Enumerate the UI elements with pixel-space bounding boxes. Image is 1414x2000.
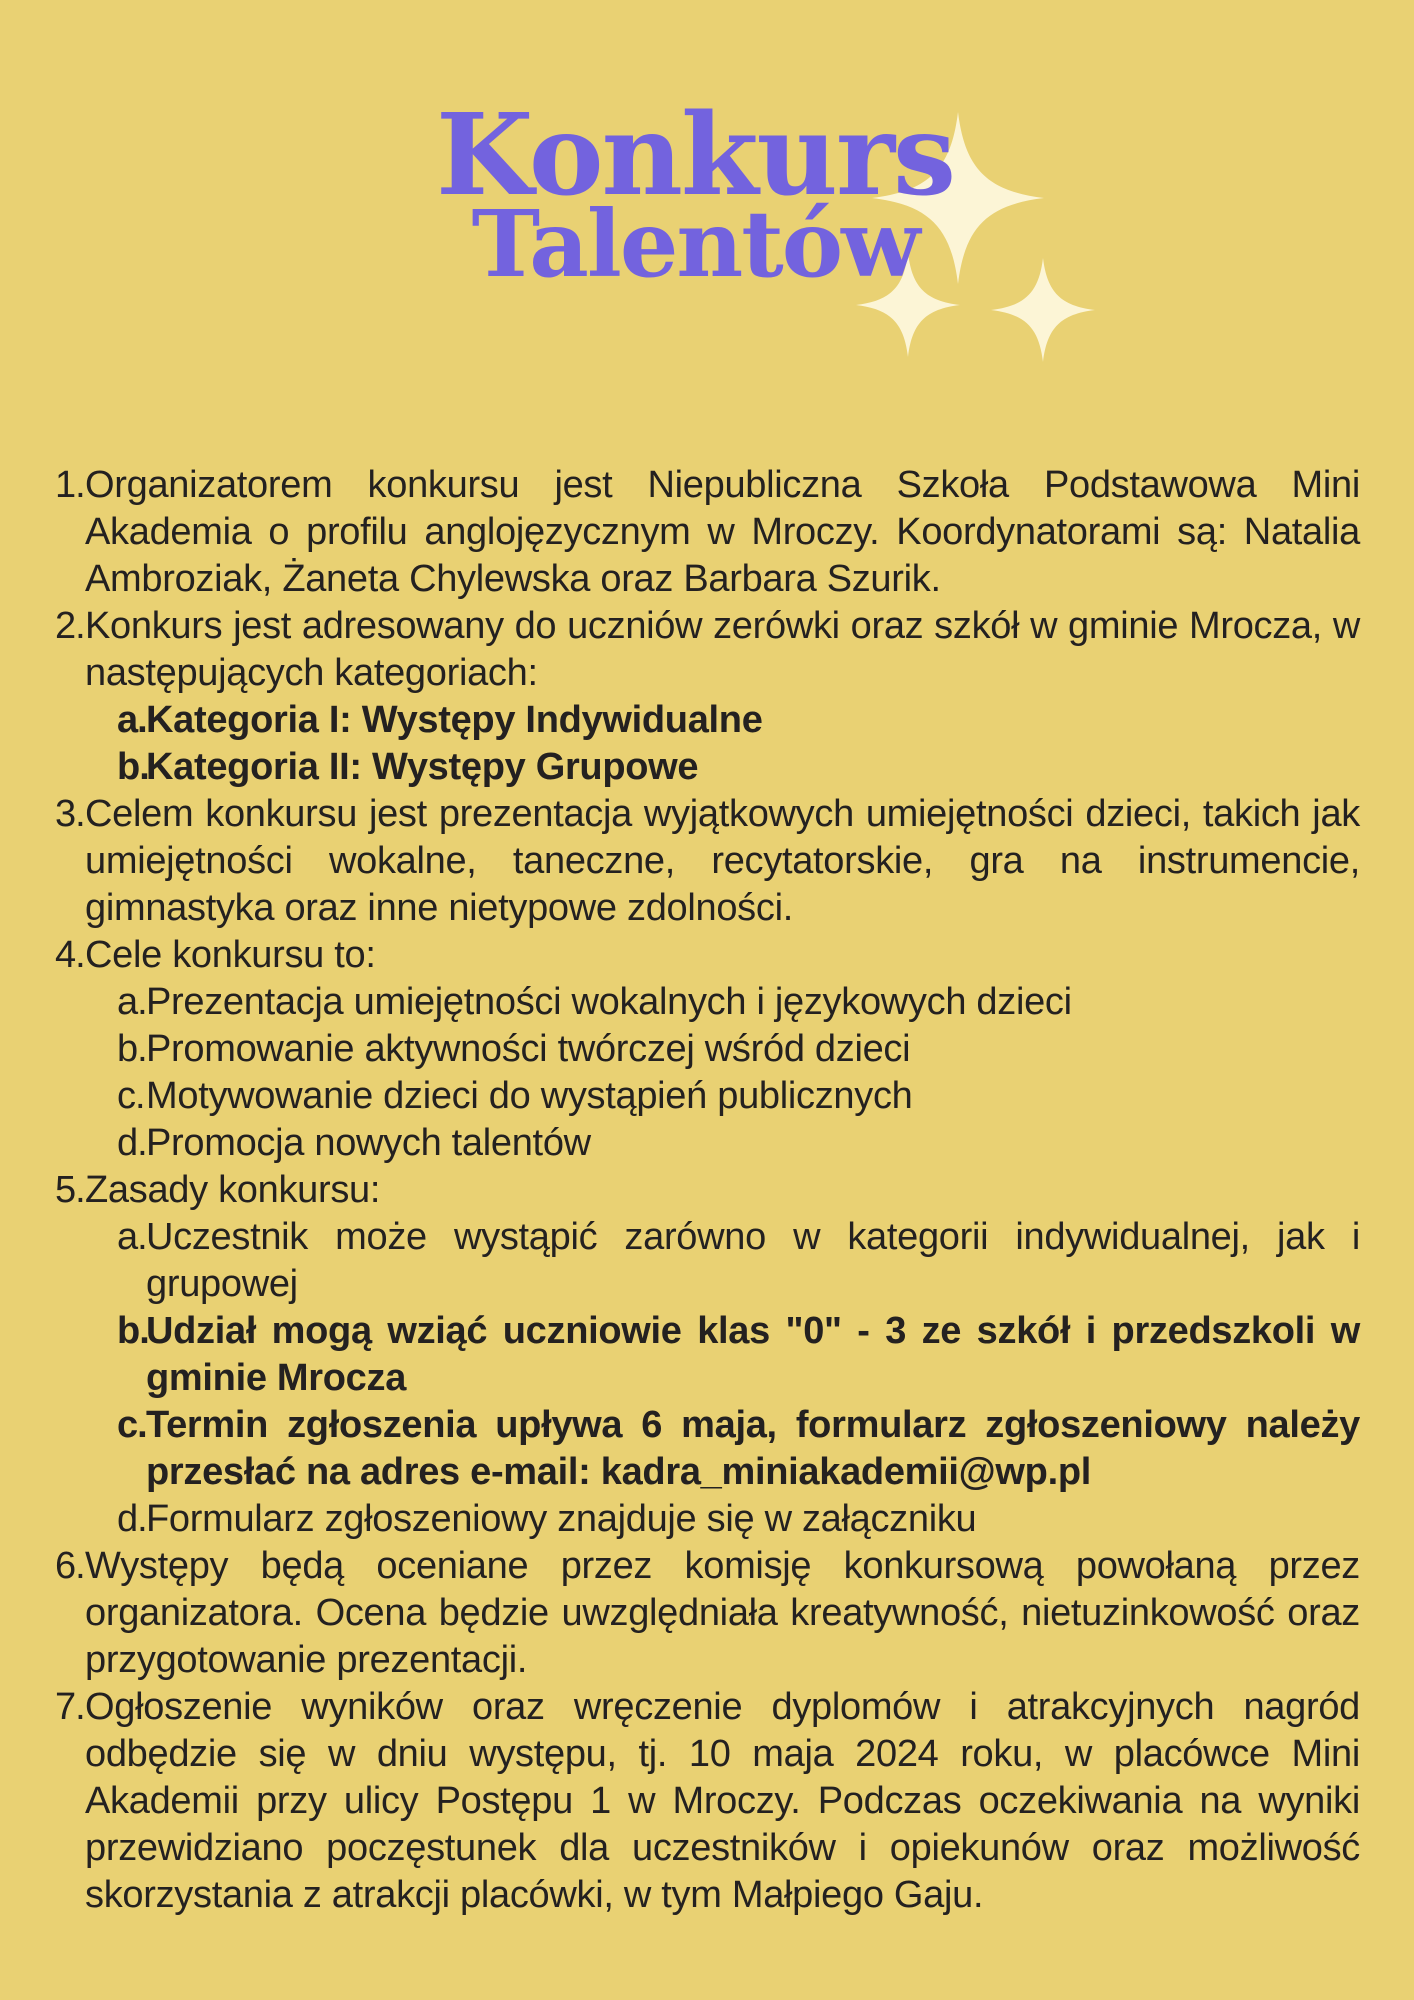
rule-item-4	[55, 932, 1360, 1167]
rule-subitem-label: b.	[117, 1310, 149, 1352]
rules-section	[55, 462, 1360, 1919]
rule-item-5	[55, 1167, 1360, 1543]
rule-text: Ogłoszenie wyników oraz wręczenie dyplomów i atrakcyjnych nagród odbędzie się w dniu występu, tj. 10 maja 2024 roku, w placówce Mini Akademii przy ulicy Postępu 1 w Mroczy. Podczas oczekiwania na wyniki przewidziano poczęstunek dla uczestników i opiekunów oraz możliwość skorzystania z atrakcji placówki, w tym Małpiego Gaju.	[85, 1686, 1360, 1916]
rule-subitem-5c	[117, 1402, 1360, 1496]
rule-item-6	[55, 1543, 1360, 1684]
rule-text: Cele konkursu to:	[85, 934, 376, 976]
rule-number: 5.	[55, 1169, 85, 1211]
rule-subitem-text: Motywowanie dzieci do wystąpień publicznych	[146, 1075, 913, 1117]
rule-subitem-text: Formularz zgłoszeniowy znajduje się w załączniku	[146, 1498, 977, 1540]
rule-5-sublist	[117, 1214, 1360, 1543]
rule-text: Organizatorem konkursu jest Niepubliczna Szkoła Podstawowa Mini Akademia o profilu anglojęzycznym w Mroczy. Koordynatorami są: Natalia Ambroziak, Żaneta Chylewska oraz Barbara Szurik.	[85, 464, 1360, 600]
rule-subitem-2a	[117, 697, 1360, 744]
rule-subitem-label: a.	[117, 699, 147, 741]
rule-subitem-text: Uczestnik może wystąpić zarówno w kategorii indywidualnej, jak i grupowej	[146, 1216, 1360, 1305]
rule-2-sublist	[117, 697, 1360, 791]
rule-number: 4.	[55, 934, 85, 976]
rule-text: Konkurs jest adresowany do uczniów zerówki oraz szkół w gminie Mrocza, w następujących kategoriach:	[85, 605, 1360, 694]
rule-item-2	[55, 603, 1360, 791]
rule-subitem-5d	[117, 1496, 1360, 1543]
rules-list	[55, 462, 1360, 1919]
rule-subitem-5a	[117, 1214, 1360, 1308]
rule-subitem-label: c.	[117, 1404, 147, 1446]
rule-subitem-text: Kategoria I: Występy Indywidualne	[146, 699, 763, 741]
rule-subitem-label: d.	[117, 1498, 147, 1540]
rule-4-sublist	[117, 979, 1360, 1167]
rule-subitem-4b	[117, 1026, 1360, 1073]
rule-subitem-text: Prezentacja umiejętności wokalnych i językowych dzieci	[146, 981, 1072, 1023]
rule-subitem-4a	[117, 979, 1360, 1026]
rule-subitem-label: b.	[117, 1028, 147, 1070]
rule-subitem-label: a.	[117, 1216, 147, 1258]
rule-number: 7.	[55, 1686, 85, 1728]
rule-subitem-label: d.	[117, 1122, 147, 1164]
rule-item-3	[55, 791, 1360, 932]
rule-subitem-text: Kategoria II: Występy Grupowe	[146, 746, 699, 788]
poster-title-line1: Konkurs	[435, 90, 955, 221]
rule-number: 6.	[55, 1545, 85, 1587]
rule-subitem-4c	[117, 1073, 1360, 1120]
rule-subitem-4d	[117, 1120, 1360, 1167]
rule-subitem-5b	[117, 1308, 1360, 1402]
rule-number: 3.	[55, 793, 85, 835]
rule-text: Zasady konkursu:	[85, 1169, 381, 1211]
rule-text: Celem konkursu jest prezentacja wyjątkowych umiejętności dzieci, takich jak umiejętności wokalne, taneczne, recytatorskie, gra na instrumencie, gimnastyka oraz inne nietypowe zdolności.	[85, 793, 1360, 929]
rule-number: 2.	[55, 605, 85, 647]
rule-item-1	[55, 462, 1360, 603]
rule-subitem-label: b.	[117, 746, 149, 788]
rule-number: 1.	[55, 464, 85, 506]
rule-item-7	[55, 1684, 1360, 1919]
rule-subitem-text: Promowanie aktywności twórczej wśród dzieci	[146, 1028, 911, 1070]
rule-subitem-text: Promocja nowych talentów	[146, 1122, 591, 1164]
rule-text: Występy będą oceniane przez komisję konkursową powołaną przez organizatora. Ocena będzie uwzględniała kreatywność, nietuzinkowość oraz przygotowanie prezentacji.	[85, 1545, 1360, 1681]
rule-subitem-text: Udział mogą wziąć uczniowie klas "0" - 3 ze szkół i przedszkoli w gminie Mrocza	[146, 1310, 1360, 1399]
rule-subitem-label: a.	[117, 981, 147, 1023]
rule-subitem-label: c.	[117, 1075, 145, 1117]
rule-subitem-2b	[117, 744, 1360, 791]
poster-header	[0, 90, 1390, 298]
rule-subitem-text: Termin zgłoszenia upływa 6 maja, formularz zgłoszeniowy należy przesłać na adres e-mail: kadra_miniakademii@wp.pl	[146, 1404, 1360, 1493]
poster-title-line2: Talentów	[471, 190, 919, 298]
